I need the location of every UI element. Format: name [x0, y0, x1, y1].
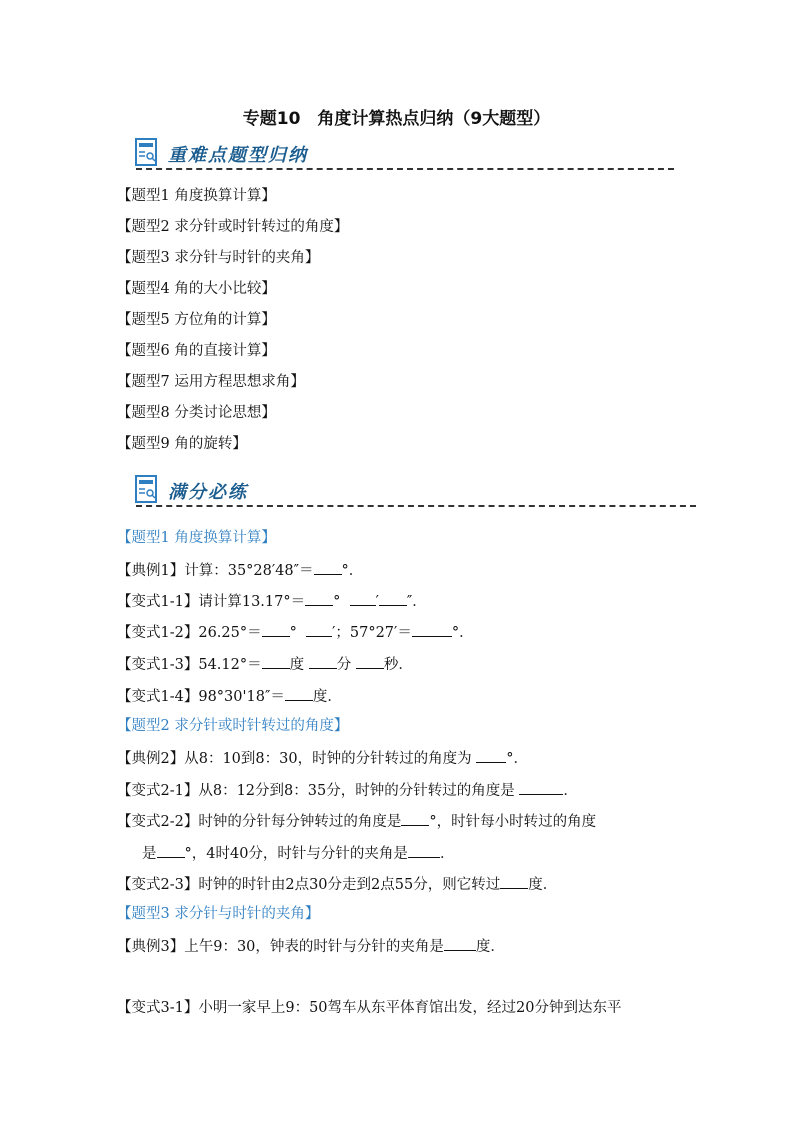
dashed-divider — [136, 505, 696, 507]
question-line: 【变式1-2】26.25°＝ ° ′；57°27′＝ °． — [117, 622, 474, 643]
question-line: 【典例2】从8：10到8：30，时钟的分针转过的角度为 °． — [117, 748, 528, 769]
document-search-icon — [134, 474, 160, 506]
question-line: 是 °，4时40分，时针与分针的夹角是 ． — [142, 843, 454, 864]
type-heading: 【题型1 角度换算计算】 — [117, 530, 276, 546]
list-item: 【题型1 角度换算计算】 — [117, 188, 276, 204]
type-heading: 【题型3 求分针与时针的夹角】 — [117, 906, 320, 922]
dashed-divider — [136, 168, 674, 170]
list-item: 【题型9 角的旋转】 — [117, 436, 247, 452]
list-item: 【题型8 分类讨论思想】 — [117, 405, 276, 421]
question-line: 【典例1】计算：35°28′48″＝ °． — [117, 560, 363, 581]
list-item: 【题型4 角的大小比较】 — [117, 281, 276, 297]
section-header-full-marks — [134, 474, 696, 508]
document-search-icon — [134, 137, 160, 169]
question-line: 【变式3-1】小明一家早上9：50驾车从东平体育馆出发，经过20分钟到达东平 — [117, 1000, 622, 1016]
section-title: 重难点题型归纳 — [168, 145, 308, 166]
question-line: 【变式2-2】时钟的分针每分钟转过的角度是 °，时针每小时转过的角度 — [117, 811, 596, 832]
question-line: 【变式1-3】54.12°＝ 度 分 秒． — [117, 654, 413, 675]
list-item: 【题型2 求分针或时针转过的角度】 — [117, 219, 349, 235]
question-line: 【变式2-1】从8：12分到8：35分，时钟的分针转过的角度是 ． — [117, 780, 578, 801]
section-header-key-types — [134, 137, 674, 171]
type-heading: 【题型2 求分针或时针转过的角度】 — [117, 718, 349, 734]
section-title: 满分必练 — [168, 482, 248, 503]
question-line: 【变式1-4】98°30'18″＝ 度． — [117, 686, 342, 707]
question-line: 【变式1-1】请计算13.17°＝ ° ′ ″． — [117, 591, 427, 612]
page-title: 专题10 角度计算热点归纳（9大题型） — [242, 109, 551, 129]
list-item: 【题型5 方位角的计算】 — [117, 312, 276, 328]
question-line: 【典例3】上午9：30，钟表的时针与分针的夹角是 度． — [117, 936, 505, 957]
list-item: 【题型6 角的直接计算】 — [117, 343, 276, 359]
question-line: 【变式2-3】时钟的时针由2点30分走到2点55分，则它转过 度． — [117, 874, 557, 895]
list-item: 【题型3 求分针与时针的夹角】 — [117, 250, 320, 266]
list-item: 【题型7 运用方程思想求角】 — [117, 374, 305, 390]
